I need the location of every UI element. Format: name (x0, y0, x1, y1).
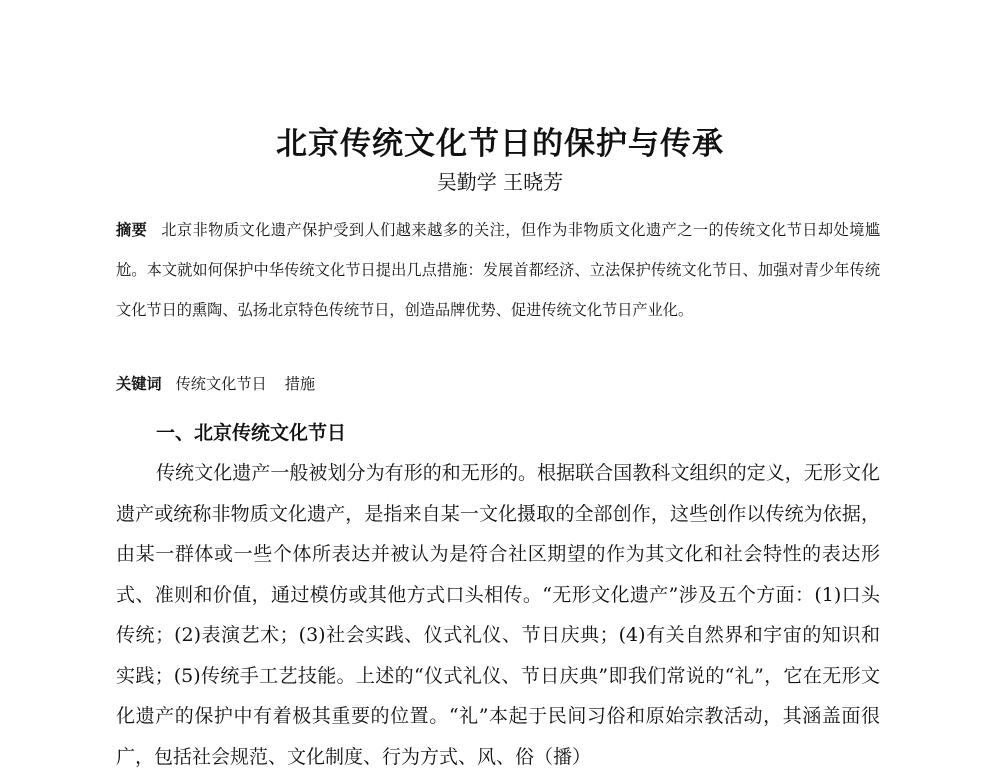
keyword-item: 传统文化节日 (175, 375, 267, 393)
body-paragraph: 传统文化遗产一般被划分为有形的和无形的。根据联合国教科文组织的定义，无形文化遗产或统称非物质文化遗产，是指来自某一文化摄取的全部创作，这些创作以传统为依据，由某一群体或一些个体所表达并被认为是符合社区期望的作为其文化和社会特性的表达形式、准则和价值，通过模仿或其他方式口头相传。“无形文化遗产”涉及五个方面：(1)口头传统；(2)表演艺术；(3)社会实践、仪式礼仪、节日庆典；(4)有关自然界和宇宙的知识和实践；(5)传统手工艺技能。上述的“仪式礼仪、节日庆典”即我们常说的“礼”，它在无形文化遗产的保护中有着极其重要的位置。“礼”本起于民间习俗和原始宗教活动，其涵盖面很广，包括社会规范、文化制度、行为方式、风、俗（播） (116, 462, 880, 768)
abstract-label: 摘要 (116, 221, 148, 239)
section-heading: 一、北京传统文化节日 (156, 422, 347, 444)
paper-title: 北京传统文化节日的保护与传承 (276, 126, 724, 162)
abstract-text: 北京非物质文化遗产保护受到人们越来越多的关注，但作为非物质文化遗产之一的传统文化节日却处境尴尬。本文就如何保护中华传统文化节日提出几点措施：发展首都经济、立法保护传统文化节日、加强对青少年传统文化节日的熏陶、弘扬北京特色传统节日，创造品牌优势、促进传统文化节日产业化。 (116, 221, 881, 319)
keywords-label: 关键词 (116, 375, 162, 393)
abstract (116, 210, 880, 330)
keywords (116, 373, 880, 394)
paper-authors: 吴勤学 王晓芳 (436, 170, 564, 194)
keyword-item: 措施 (284, 375, 316, 393)
